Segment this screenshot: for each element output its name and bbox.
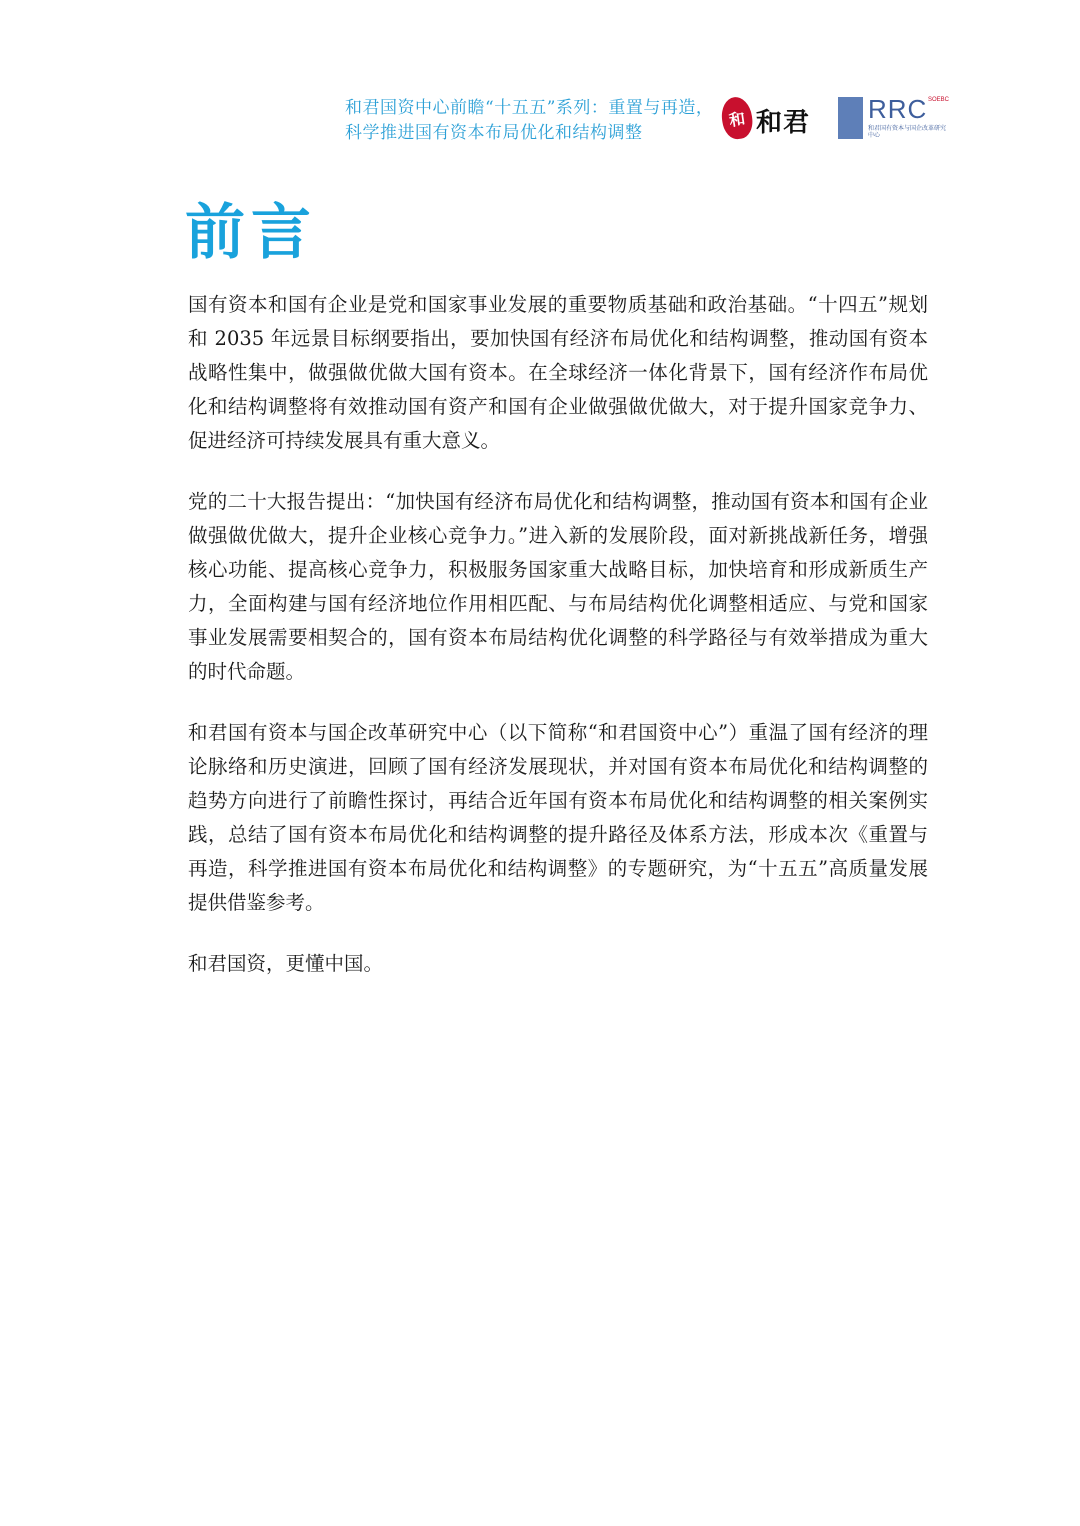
page-title: 前言	[185, 198, 317, 268]
hejun-seal-icon: 和	[719, 95, 755, 141]
paragraph-4: 和君国资，更懂中国。	[188, 952, 384, 975]
paragraph-1: 国有资本和国有企业是党和国家事业发展的重要物质基础和政治基础。“十四五”规划和 2035 年远景目标纲要指出，要加快国有经济布局优化和结构调整，推动国有资本战略性集中，做强做优做大国有资本。在全球经济一体化背景下，国有经济作布局优化和结构调整将有效推动国有资产和国有企业做强做优做大，对于提升国家竞争力、促进经济可持续发展具有重大意义。	[188, 293, 928, 452]
hejun-logo	[722, 97, 827, 141]
rrc-logo	[838, 94, 950, 141]
page-header	[0, 0, 1080, 160]
hejun-logo-text: 和君	[756, 108, 811, 138]
rrc-logo-bar	[838, 97, 863, 139]
rrc-logo-cn: 和君国有资本与国企改革研究中心	[868, 126, 947, 139]
header-title: 和君国资中心前瞻“十五五”系列：重置与再造，科学推进国有资本布局优化和结构调整	[345, 98, 714, 143]
paragraph-3: 和君国有资本与国企改革研究中心（以下简称“和君国资中心”）重温了国有经济的理论脉络和历史演进，回顾了国有经济发展现状，并对国有资本布局优化和结构调整的趋势方向进行了前瞻性探讨，再结合近年国有资本布局优化和结构调整的相关案例实践，总结了国有资本布局优化和结构调整的提升路径及体系方法，形成本次《重置与再造，科学推进国有资本布局优化和结构调整》的专题研究，为“十五五”高质量发展提供借鉴参考。	[188, 721, 928, 914]
rrc-logo-text: RRC	[868, 94, 928, 124]
preface-body	[188, 288, 928, 1008]
rrc-logo-subtext: SOEBC	[928, 97, 950, 103]
paragraph-2: 党的二十大报告提出：“加快国有经济布局优化和结构调整，推动国有资本和国有企业做强做优做大，提升企业核心竞争力。”进入新的发展阶段，面对新挑战新任务，增强核心功能、提高核心竞争力，积极服务国家重大战略目标，加快培育和形成新质生产力，全面构建与国有经济地位作用相匹配、与布局结构优化调整相适应、与党和国家事业发展需要相契合的，国有资本布局结构优化调整的科学路径与有效举措成为重大的时代命题。	[188, 490, 928, 683]
